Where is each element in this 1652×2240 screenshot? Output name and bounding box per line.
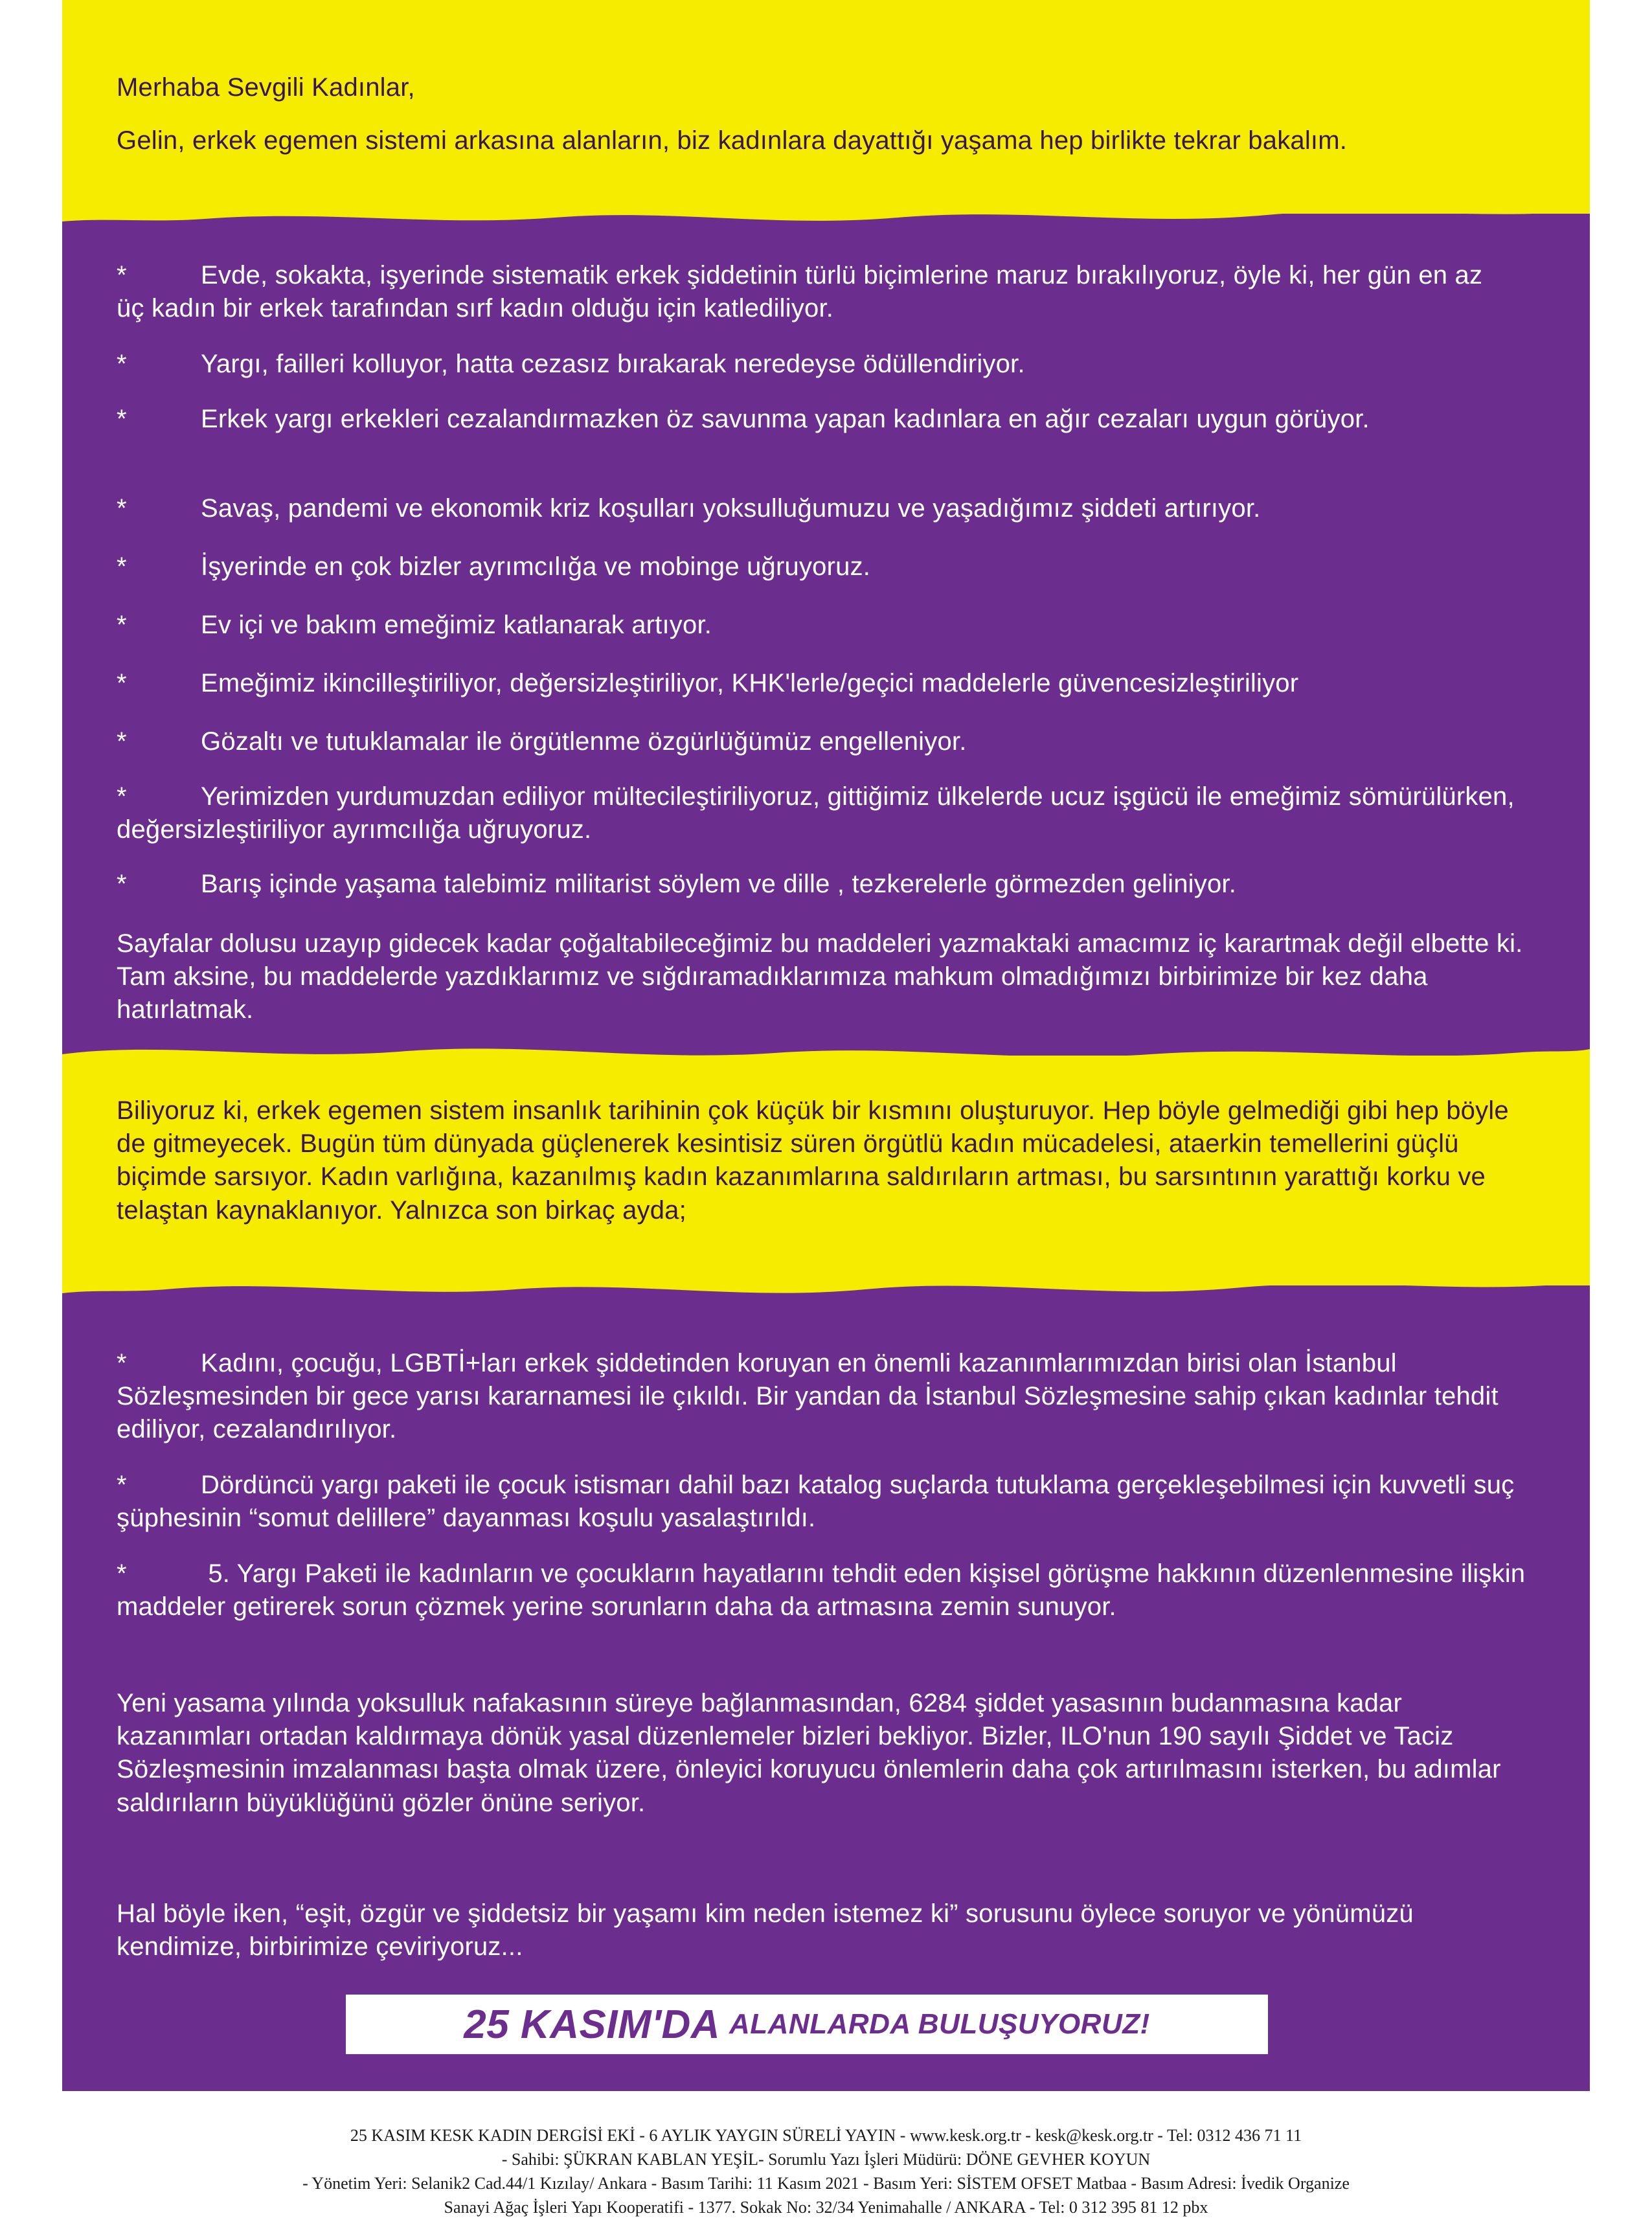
bullet-13 — [117, 1557, 1528, 1623]
bullet-marker-icon: * — [117, 611, 127, 639]
bullet-marker-icon: * — [117, 405, 127, 433]
bullet-marker-icon: * — [117, 552, 127, 581]
bullet-marker-icon: * — [117, 1349, 127, 1377]
call-to-action-banner — [346, 1995, 1268, 2054]
bullet-marker-icon: * — [117, 1559, 127, 1588]
bullet-marker-icon: * — [117, 494, 127, 523]
bullet-5 — [117, 550, 1515, 583]
bullet-2-text: Yargı, failleri kolluyor, hatta cezasız bırakarak neredeyse ödüllendiriyor. — [201, 350, 1025, 378]
bullet-4-text: Savaş, pandemi ve ekonomik kriz koşulları yoksulluğumuzu ve yaşadığımız şiddeti artırıyor. — [201, 494, 1261, 523]
bullet-3-text: Erkek yargı erkekleri cezalandırmazken öz savunma yapan kadınlara en ağır cezaları uygun görüyor. — [201, 405, 1370, 433]
bullet-7 — [117, 667, 1541, 700]
bullet-6 — [117, 609, 1515, 642]
highlight-paragraph: Biliyoruz ki, erkek egemen sistem insanlık tarihinin çok küçük bir kısmını oluşturuyor. Hep böyle gelmediği gibi hep böyle de gitmeyecek. Bugün tüm dünyada güçlenerek kesintisiz süren örgütlü kadın mücadelesi, ataerkin temellerini güçlü biçimde sarsıyor. Kadın varlığına, kazanılmış kadın kazanımlarına saldırıların artması, bu sarsıntının yarattığı korku ve telaştan kaynaklanıyor. Yalnızca son birkaç ayda; — [117, 1096, 1509, 1225]
paragraph-after-bullets: Sayfalar dolusu uzayıp gidecek kadar çoğaltabileceğimiz bu maddeleri yazmaktaki amacımız iç karartmak değil elbette ki. Tam aksine, bu maddelerde yazdıklarımız ve sığdıramadıklarımıza mahkum olmadığımızı birbirimize bir kez daha hatırlatmak. — [117, 929, 1523, 1024]
bullet-13-text: 5. Yargı Paketi ile kadınların ve çocukların hayatlarını tehdit eden kişisel görüşme hakkının düzenlenmesine ilişkin maddeler getirerek sorun çözmek yerine sorunların daha da artmasına zemin sunuyor. — [117, 1559, 1526, 1622]
closing-paragraph-1: Yeni yasama yılında yoksulluk nafakasının süreye bağlanmasından, 6284 şiddet yasasının budanmasına kadar kazanımları ortadan kaldırmaya dönük yasal düzenlemeler bizleri bekliyor. Bizler, ILO'nun 190 sayılı Şiddet ve Taciz Sözleşmesinin imzalanması başta olmak üzere, önleyici koruyucu önlemlerin daha çok artırılmasını isterken, bu adımlar saldırıların büyüklüğünü gözler önüne seriyor. — [117, 1689, 1501, 1817]
bullet-1-text: Evde, sokakta, işyerinde sistematik erkek şiddetinin türlü biçimlerine maruz bırakılıyoruz, öyle ki, her gün en az üç kadın bir erkek tarafından sırf kadın olduğu için katlediliyor. — [117, 261, 1483, 323]
bullet-3 — [117, 403, 1515, 436]
bullet-11-text: Kadını, çocuğu, LGBTİ+ları erkek şiddetinden koruyan en önemli kazanımlarımızdan birisi olan İstanbul Sözleşmesinden bir gece yarısı kararnamesi ile çıkıldı. Bir yandan da İstanbul Sözleşmesine sahip çıkan kadınlar tehdit ediliyor, cezalandırılıyor. — [117, 1349, 1499, 1444]
bullet-marker-icon: * — [117, 782, 127, 811]
bullet-marker-icon: * — [117, 669, 127, 697]
bullet-marker-icon: * — [117, 870, 127, 898]
bullet-2 — [117, 348, 1515, 381]
bullet-12-text: Dördüncü yargı paketi ile çocuk istismarı dahil bazı katalog suçlarda tutuklama gerçekleşebilmesi için kuvvetli suç şüphesinin “somut delillere” dayanması koşulu yasalaştırıldı. — [117, 1471, 1515, 1533]
bullet-4 — [117, 492, 1515, 525]
bullet-12 — [117, 1469, 1528, 1535]
colophon — [0, 2124, 1652, 2220]
banner-date: 25 KASIM'DA — [464, 2002, 720, 2047]
bullet-9 — [117, 780, 1515, 846]
bullet-8 — [117, 725, 1515, 758]
bullet-10 — [117, 868, 1541, 901]
bullet-10-text: Barış içinde yaşama talebimiz militarist söylem ve dille , tezkerelerle görmezden geliniyor. — [201, 870, 1237, 898]
closing-paragraph-2: Hal böyle iken, “eşit, özgür ve şiddetsiz bir yaşamı kim neden istemez ki” sorusunu öylece soruyor ve yönümüzü kendimize, birbirimize çeviriyoruz... — [117, 1899, 1414, 1962]
bullet-6-text: Ev içi ve bakım emeğimiz katlanarak artıyor. — [201, 611, 712, 639]
bullet-8-text: Gözaltı ve tutuklamalar ile örgütlenme özgürlüğümüz engelleniyor. — [201, 727, 967, 756]
bullet-marker-icon: * — [117, 1471, 127, 1499]
bullet-5-text: İşyerinde en çok bizler ayrımcılığa ve mobinge uğruyoruz. — [201, 552, 871, 581]
bullet-9-text: Yerimizden yurdumuzdan ediliyor mültecileştiriliyoruz, gittiğimiz ülkelerde ucuz işgücü ile emeğimiz sömürülürken, değersizleştiriliyor ayrımcılığa uğruyoruz. — [117, 782, 1515, 844]
bullet-marker-icon: * — [117, 261, 127, 289]
bullet-1 — [117, 259, 1515, 325]
bullet-7-text: Emeğimiz ikincilleştiriliyor, değersizleştiriliyor, KHK'lerle/geçici maddelerle güvencesizleştiriliyor — [201, 669, 1299, 697]
colophon-line-3: - Yönetim Yeri: Selanik2 Cad.44/1 Kızılay/ Ankara - Basım Tarihi: 11 Kasım 2021 - Basım Yeri: SİSTEM OFSET Matbaa - Basım Adresi: İvedik Organize — [302, 2173, 1350, 2193]
colophon-line-1: 25 KASIM KESK KADIN DERGİSİ EKİ - 6 AYLIK YAYGIN SÜRELİ YAYIN - www.kesk.org.tr - kesk@kesk.org.tr - Tel: 0312 436 71 11 — [350, 2126, 1302, 2145]
bullet-11 — [117, 1347, 1528, 1447]
bullet-marker-icon: * — [117, 350, 127, 378]
colophon-line-4: Sanayi Ağaç İşleri Yapı Kooperatifi - 1377. Sokak No: 32/34 Yenimahalle / ANKARA - Tel: 0 312 395 81 12 pbx — [444, 2197, 1208, 2217]
greeting-line: Merhaba Sevgili Kadınlar, — [117, 73, 415, 102]
intro-paragraph: Gelin, erkek egemen sistemi arkasına alanların, biz kadınlara dayattığı yaşama hep birlikte tekrar bakalım. — [117, 126, 1348, 155]
colophon-line-2: - Sahibi: ŞÜKRAN KABLAN YEŞİL- Sorumlu Yazı İşleri Müdürü: DÖNE GEVHER KOYUN — [501, 2149, 1151, 2169]
bullet-marker-icon: * — [117, 727, 127, 756]
banner-call: ALANLARDA BULUŞUYORUZ! — [729, 2008, 1150, 2040]
